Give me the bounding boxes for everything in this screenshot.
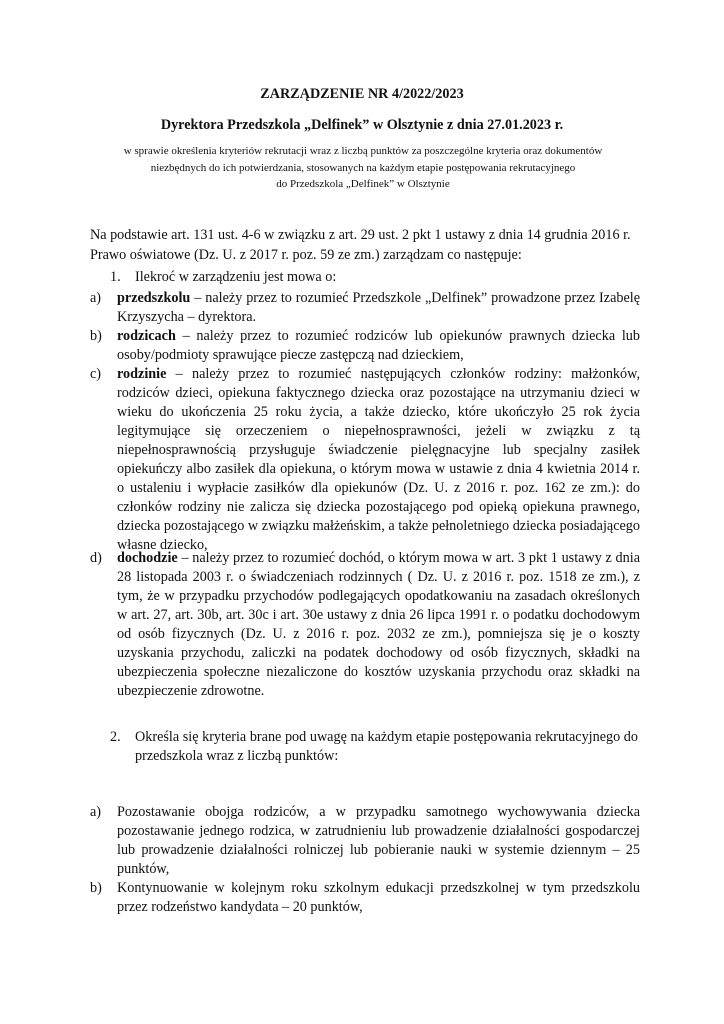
subject-line: niezbędnych do ich potwierdzania, stosowanych na każdym etapie postępowania rekrutacyjnego xyxy=(150,161,576,174)
item-letter: c) xyxy=(90,366,102,382)
document-title: ZARZĄDZENIE NR 4/2022/2023 xyxy=(260,86,464,102)
section-2-heading xyxy=(90,728,638,766)
item-term: rodzinie xyxy=(117,366,167,382)
definition-item xyxy=(90,289,640,327)
subject-line: w sprawie określenia kryteriów rekrutacji wraz z liczbą punktów za poszczególne kryteria oraz dokumentów xyxy=(123,145,603,157)
document-subject xyxy=(90,143,636,193)
item-term: dochodzie xyxy=(117,550,178,566)
intro-paragraph: Na podstawie art. 131 ust. 4-6 w związku z art. 29 ust. 2 pkt 1 ustawy z dnia 14 grudnia 2016 r. Prawo oświatowe (Dz. U. z 2017 r. poz. 59 ze zm.) zarządzam co następuje: xyxy=(90,227,631,263)
item-term: przedszkolu xyxy=(117,290,191,306)
item-definition: – należy przez to rozumieć rodziców lub opiekunów prawnych dziecka lub osoby/podmioty sprawujące piecze zastępczą nad dzieckiem, xyxy=(117,328,640,363)
item-letter: a) xyxy=(90,804,102,820)
section-number: 1. xyxy=(110,269,121,285)
item-letter: a) xyxy=(90,290,102,306)
definition-item xyxy=(90,549,640,701)
definition-item xyxy=(90,327,640,365)
item-definition: – należy przez to rozumieć Przedszkole „Delfinek” prowadzone przez Izabelę Krzyszycha – dyrektora. xyxy=(117,290,640,325)
item-text xyxy=(117,365,640,555)
item-letter: b) xyxy=(90,328,102,344)
item-text xyxy=(117,549,640,701)
item-letter: b) xyxy=(90,880,102,896)
item-definition: – należy przez to rozumieć następujących członków rodziny: małżonków, rodziców dzieci, opiekuna faktycznego dziecka oraz pozostające na utrzymaniu dzieci w wieku do ukończenia 25 roku życia, a także dziecko, które ukończyło 25 rok życia legitymujące się orzeczeniem o niepełnosprawności, jeżeli w związku z tą niepełnosprawnością przysługuje świadczenie pielęgnacyjne lub specjalny zasiłek opiekuńczy albo zasiłek dla opiekuna, o którym mowa w ustawie z dnia 4 kwietnia 2014 r. o ustaleniu i wypłacie zasiłków dla opiekunów (Dz. U. z 2016 r. poz. 162 ze zm.): do członków rodziny nie zalicza się dziecka pozostającego pod opieką opiekuna prawnego, dziecka pozostającego w związku małżeńskim, a także pełnoletniego dziecka posiadającego własne dziecko, xyxy=(117,366,640,553)
item-text xyxy=(117,327,640,365)
subject-line: do Przedszkola „Delfinek” w Olsztynie xyxy=(276,178,450,190)
item-text: Pozostawanie obojga rodziców, a w przypadku samotnego wychowywania dziecka pozostawanie jednego rodzica, w zatrudnieniu lub prowadzenie działalności gospodarczej lub prowadzenie działalności rolniczej lub pobieranie nauki w systemie dziennym – 25 punktów, xyxy=(117,804,640,877)
item-text xyxy=(117,289,640,327)
section-number: 2. xyxy=(110,729,121,745)
section-text: Ilekroć w zarządzeniu jest mowa o: xyxy=(135,269,337,285)
item-letter: d) xyxy=(90,550,102,566)
criteria-item xyxy=(90,803,640,879)
definition-item xyxy=(90,365,640,555)
item-definition: – należy przez to rozumieć dochód, o którym mowa w art. 3 pkt 1 ustawy z dnia 28 listopada 2003 r. o świadczeniach rodzinnych ( Dz. U. z 2016 r. poz. 1518 ze zm.), z tym, że w przypadku przychodów podlegających opodatkowaniu na zasadach określonych w art. 27, art. 30b, art. 30c i art. 30e ustawy z dnia 26 lipca 1991 r. o podatku dochodowym od osób fizycznych (Dz. U. z 2016 r. poz. 2032 ze zm.), pomniejsza się je o koszty uzyskania przychodu, zaliczki na podatek dochodowy od osób fizycznych, składki na ubezpieczenia społeczne niezaliczone do kosztów uzyskania przychodu oraz składki na ubezpieczenie zdrowotne. xyxy=(117,550,640,699)
item-text: Kontynuowanie w kolejnym roku szkolnym edukacji przedszkolnej w tym przedszkolu przez rodzeństwo kandydata – 20 punktów, xyxy=(117,880,640,915)
criteria-item xyxy=(90,879,640,917)
section-text: Określa się kryteria brane pod uwagę na każdym etapie postępowania rekrutacyjnego do przedszkola wraz z liczbą punktów: xyxy=(135,729,638,764)
item-term: rodzicach xyxy=(117,328,176,344)
section-1-heading xyxy=(90,268,638,287)
document-subtitle: Dyrektora Przedszkola „Delfinek” w Olsztynie z dnia 27.01.2023 r. xyxy=(160,117,564,133)
